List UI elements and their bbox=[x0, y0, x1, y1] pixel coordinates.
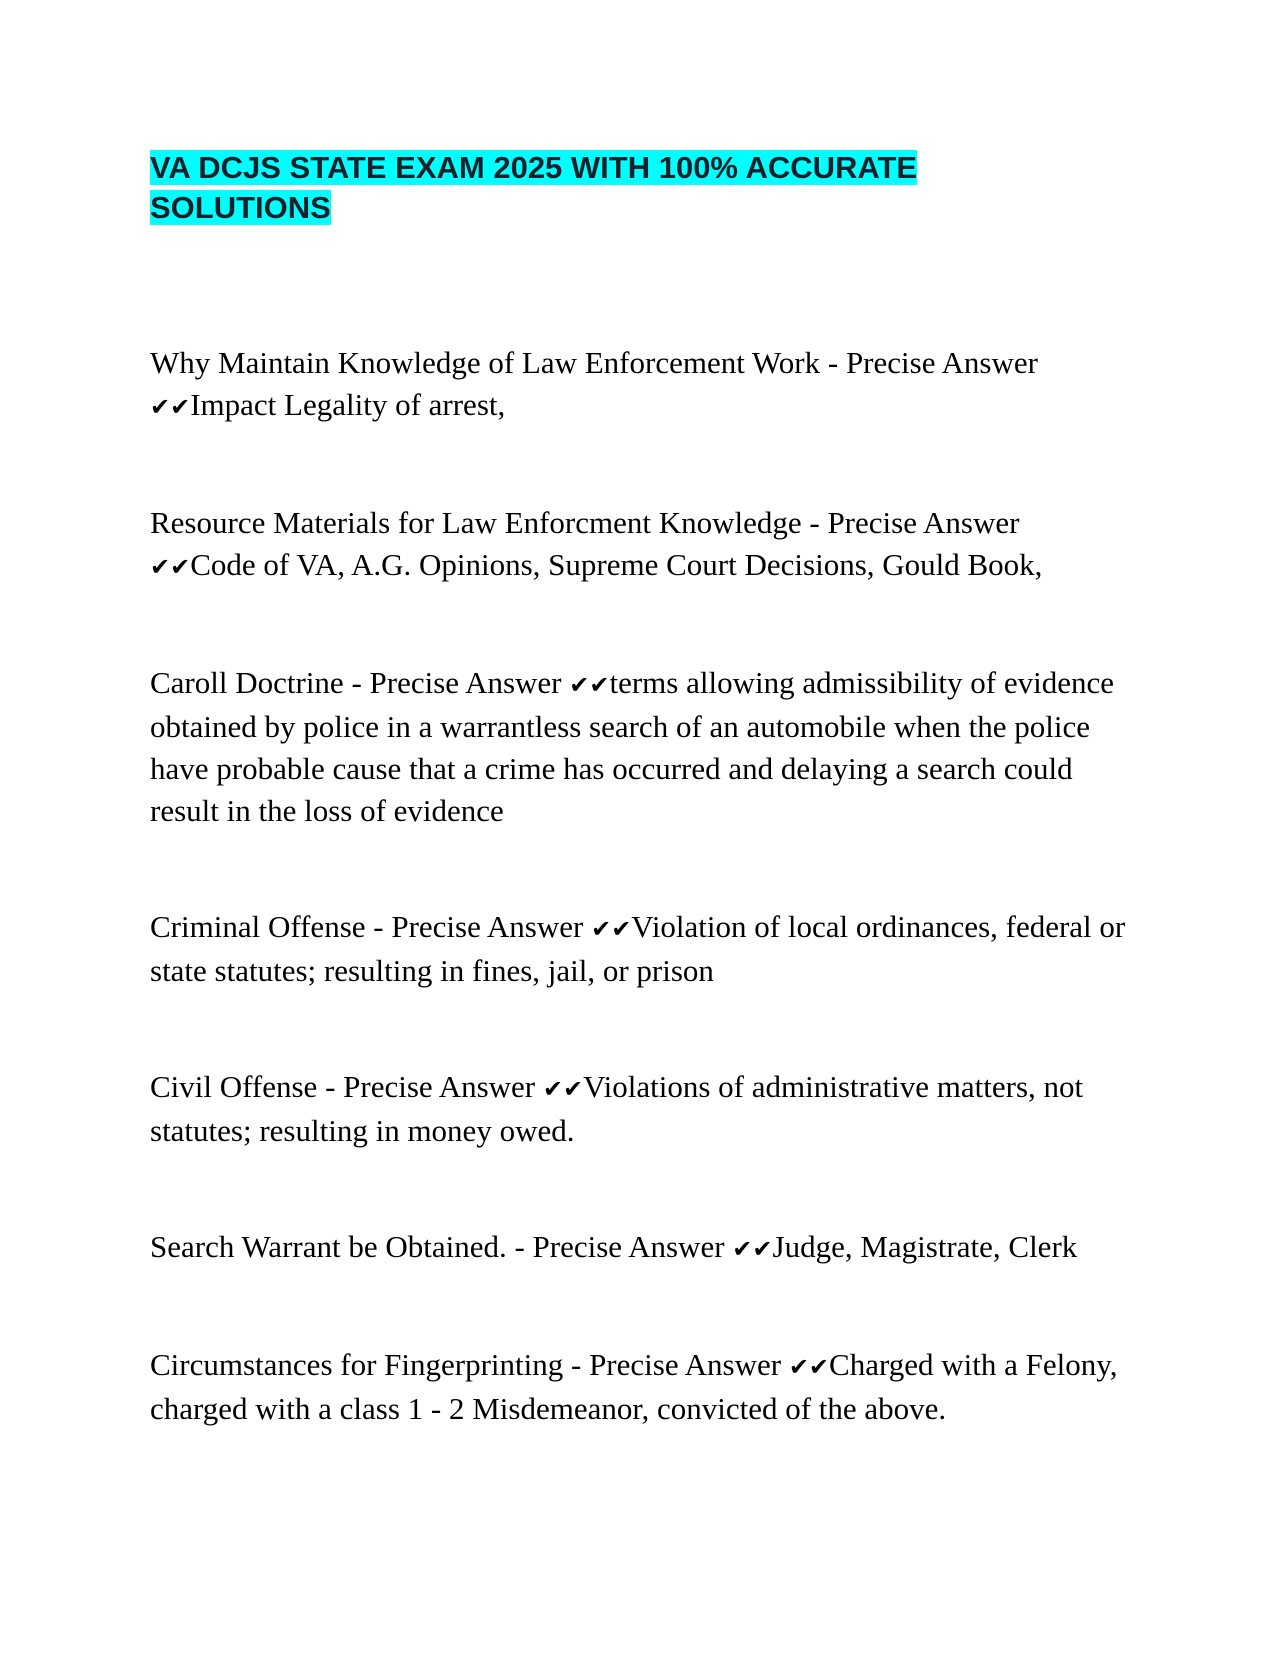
qa-entry-5 bbox=[150, 1066, 1130, 1152]
entry-answer: Impact Legality of arrest, bbox=[190, 387, 506, 422]
checkmark-icon: ✔✔ bbox=[788, 1353, 830, 1381]
entry-term: Caroll Doctrine - Precise Answer bbox=[150, 665, 570, 700]
entry-answer: Violations of administrative matters, not statutes; resulting in money owed. bbox=[150, 1069, 1084, 1148]
entry-answer: Violation of local ordinances, federal or state statutes; resulting in fines, jail, or prison bbox=[150, 909, 1126, 988]
entry-answer: Charged with a Felony, charged with a class 1 - 2 Misdemeanor, convicted of the above. bbox=[150, 1347, 1118, 1426]
checkmark-icon: ✔✔ bbox=[150, 393, 191, 421]
entry-term: Search Warrant be Obtained. - Precise Answer bbox=[150, 1229, 733, 1264]
entry-term: Circumstances for Fingerprinting - Precise Answer bbox=[150, 1347, 789, 1382]
entry-answer: terms allowing admissibility of evidence obtained by police in a warrantless search of an automobile when the police have probable cause that a crime has occurred and delaying a search could result in the loss of evidence bbox=[150, 665, 1114, 828]
qa-entry-2 bbox=[150, 502, 1130, 588]
qa-entry-1 bbox=[150, 342, 1130, 428]
qa-entry-7 bbox=[150, 1344, 1130, 1430]
document-title bbox=[150, 148, 1030, 228]
checkmark-icon: ✔✔ bbox=[732, 1235, 773, 1263]
entry-answer: Judge, Magistrate, Clerk bbox=[772, 1229, 1078, 1264]
entry-term: Why Maintain Knowledge of Law Enforcement Work - Precise Answer bbox=[150, 345, 1038, 380]
checkmark-icon: ✔✔ bbox=[569, 671, 610, 699]
qa-entry-3 bbox=[150, 662, 1130, 832]
checkmark-icon: ✔✔ bbox=[150, 553, 191, 581]
qa-entry-6 bbox=[150, 1226, 1130, 1270]
qa-list bbox=[150, 342, 1130, 1504]
checkmark-icon: ✔✔ bbox=[591, 915, 632, 943]
entry-answer: Code of VA, A.G. Opinions, Supreme Court Decisions, Gould Book, bbox=[190, 547, 1043, 582]
entry-term: Criminal Offense - Precise Answer bbox=[150, 909, 592, 944]
entry-term: Resource Materials for Law Enforcment Knowledge - Precise Answer bbox=[150, 505, 1020, 540]
entry-term: Civil Offense - Precise Answer bbox=[150, 1069, 543, 1104]
checkmark-icon: ✔✔ bbox=[542, 1075, 584, 1103]
qa-entry-4 bbox=[150, 906, 1130, 992]
title-highlight: VA DCJS STATE EXAM 2025 WITH 100% ACCURATE SOLUTIONS bbox=[150, 150, 918, 225]
